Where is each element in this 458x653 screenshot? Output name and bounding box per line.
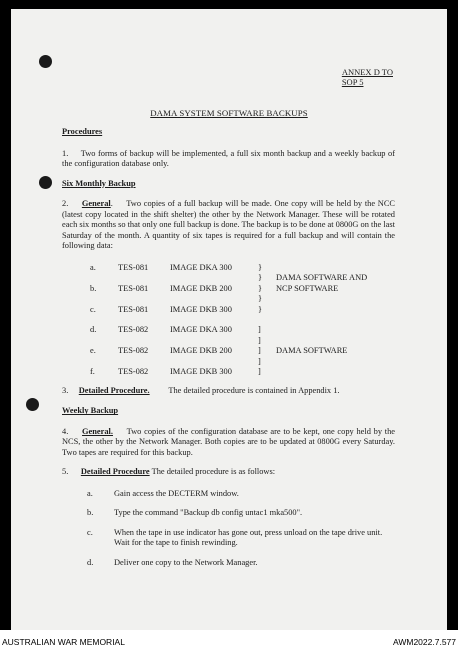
tape-image: IMAGE DKB 200 xyxy=(170,283,232,293)
tape-letter xyxy=(90,294,118,305)
tape-row xyxy=(90,263,376,274)
tape-bracket: } xyxy=(258,262,263,272)
tape-image: IMAGE DKB 300 xyxy=(170,367,232,377)
para-number: 3. xyxy=(62,385,69,395)
tape-letter: e. xyxy=(90,346,96,356)
tape-row xyxy=(90,367,376,378)
tape-label: TES-081 xyxy=(118,283,149,293)
tape-bracket: ] xyxy=(258,335,261,345)
punch-hole xyxy=(26,398,39,411)
step-item xyxy=(62,558,395,569)
tape-row xyxy=(90,305,376,316)
tape-bracket: ] xyxy=(258,346,261,356)
para-number: 4. xyxy=(62,426,69,436)
step-item xyxy=(62,528,395,549)
tape-bracket: ] xyxy=(258,356,261,366)
tape-note xyxy=(276,305,376,316)
tape-image: IMAGE DKA 300 xyxy=(170,262,232,272)
para-label: General. xyxy=(82,426,113,436)
step-letter: d. xyxy=(87,557,94,567)
tape-row xyxy=(90,346,376,357)
tape-row xyxy=(90,294,376,305)
tape-note xyxy=(276,357,376,368)
step-letter: c. xyxy=(87,527,93,537)
tape-note: DAMA SOFTWARE xyxy=(276,346,348,356)
tape-note xyxy=(276,263,376,274)
tape-letter: d. xyxy=(90,325,97,335)
para-number: 5. xyxy=(62,467,69,477)
para-label: General xyxy=(81,199,111,208)
tape-row xyxy=(90,325,376,336)
tape-image xyxy=(170,336,258,347)
footer-accession-number: AWM2022.7.577 xyxy=(393,637,456,647)
tape-label: TES-082 xyxy=(118,346,149,356)
para-number: 2. xyxy=(62,199,69,208)
tape-note: DAMA SOFTWARE AND xyxy=(276,273,368,282)
tape-image: IMAGE DKA 300 xyxy=(170,325,232,335)
punch-hole xyxy=(39,176,52,189)
tape-note xyxy=(276,315,376,325)
tape-label xyxy=(118,294,170,305)
tape-letter xyxy=(90,357,118,368)
tape-bracket xyxy=(258,315,276,325)
tape-label xyxy=(118,315,170,325)
step-text: When the tape in use indicator has gone out, press unload on the tape drive unit. Wait for the tape to finish rewinding. xyxy=(114,527,383,548)
step-letter: b. xyxy=(87,508,94,518)
step-text: Type the command "Backup db config untac1 mka500". xyxy=(114,508,303,518)
annex-line: ANNEX D TO xyxy=(341,67,393,77)
weekly-heading: Weekly Backup xyxy=(62,406,119,416)
para-text: The detailed procedure is contained in Appendix 1. xyxy=(168,385,340,395)
tape-bracket: ] xyxy=(258,325,261,335)
tape-note xyxy=(276,336,376,347)
tape-image xyxy=(170,294,258,305)
paragraph-5 xyxy=(62,467,395,478)
tape-label: TES-081 xyxy=(118,304,149,314)
document-body xyxy=(62,127,395,577)
tape-note xyxy=(276,367,376,378)
step-item xyxy=(62,489,395,500)
para-label: Detailed Procedure xyxy=(80,467,150,477)
tape-note xyxy=(276,294,376,305)
tape-row xyxy=(90,284,376,295)
tape-bracket: ] xyxy=(258,367,261,377)
paragraph-1 xyxy=(62,149,395,170)
tape-letter xyxy=(90,336,118,347)
tape-image xyxy=(170,357,258,368)
para-text: The detailed procedure is as follows: xyxy=(151,467,276,477)
tape-letter: f. xyxy=(90,367,95,377)
para-text: Two copies of a full backup will be made. One copy will be held by the NCC (latest copy located in the shift shelter) the other by the Network Manager. These will be rotated each six months so that only one full backup is done. The backup is to be done at 0800G on the last Saturday of the month. A quantity of six tapes is required for a full backup and will contain the following data: xyxy=(62,199,396,250)
step-letter: a. xyxy=(87,488,93,498)
tape-row xyxy=(90,336,376,347)
tape-bracket: } xyxy=(258,294,263,303)
tape-letter: b. xyxy=(90,283,97,293)
tape-table xyxy=(90,263,376,378)
tape-note xyxy=(276,325,376,336)
tape-image xyxy=(170,315,258,325)
tape-image: IMAGE DKB 300 xyxy=(170,304,232,314)
paragraph-3 xyxy=(62,386,395,397)
para-text: Two forms of backup will be implemented, a full six month backup and a weekly backup of the configuration database only. xyxy=(62,148,395,168)
para-label-punct: . xyxy=(110,199,113,208)
footer-institution: AUSTRALIAN WAR MEMORIAL xyxy=(2,637,125,647)
tape-letter xyxy=(90,315,118,325)
sop-line: SOP 5 xyxy=(341,77,364,87)
tape-label xyxy=(118,273,170,284)
steps-list xyxy=(62,489,395,569)
tape-label: TES-082 xyxy=(118,367,149,377)
procedures-heading: Procedures xyxy=(62,127,103,136)
footer-bar xyxy=(0,630,458,653)
tape-image xyxy=(170,273,258,284)
tape-row xyxy=(90,315,376,325)
paragraph-4 xyxy=(62,427,395,459)
punch-hole xyxy=(39,55,52,68)
tape-letter: a. xyxy=(90,262,96,272)
para-label: Detailed Procedure. xyxy=(78,385,150,395)
tape-letter xyxy=(90,273,118,284)
tape-bracket: } xyxy=(258,273,263,282)
tape-note: NCP SOFTWARE xyxy=(276,283,339,293)
tape-label xyxy=(118,357,170,368)
step-text: Deliver one copy to the Network Manager. xyxy=(114,557,258,567)
step-text: Gain access the DECTERM window. xyxy=(114,488,239,498)
tape-label xyxy=(118,336,170,347)
tape-letter: c. xyxy=(90,304,96,314)
tape-bracket: } xyxy=(258,304,263,314)
six-monthly-heading: Six Monthly Backup xyxy=(62,178,136,188)
para-number: 1. xyxy=(62,148,69,158)
tape-bracket: } xyxy=(258,283,263,293)
paragraph-2 xyxy=(62,199,395,252)
tape-label: TES-082 xyxy=(118,325,149,335)
tape-row xyxy=(90,273,376,284)
step-item xyxy=(62,508,395,519)
tape-row xyxy=(90,357,376,368)
document-page xyxy=(11,9,447,630)
document-title: DAMA SYSTEM SOFTWARE BACKUPS xyxy=(150,108,308,118)
para-text: Two copies of the configuration database are to be kept, one copy held by the NCS, the other by the Network Manager. Both copies are to be updated at 0800G every Saturday. Two tapes are required for this backup. xyxy=(62,426,395,457)
tape-label: TES-081 xyxy=(118,262,149,272)
annex-reference xyxy=(342,67,393,87)
tape-image: IMAGE DKB 200 xyxy=(170,346,232,356)
